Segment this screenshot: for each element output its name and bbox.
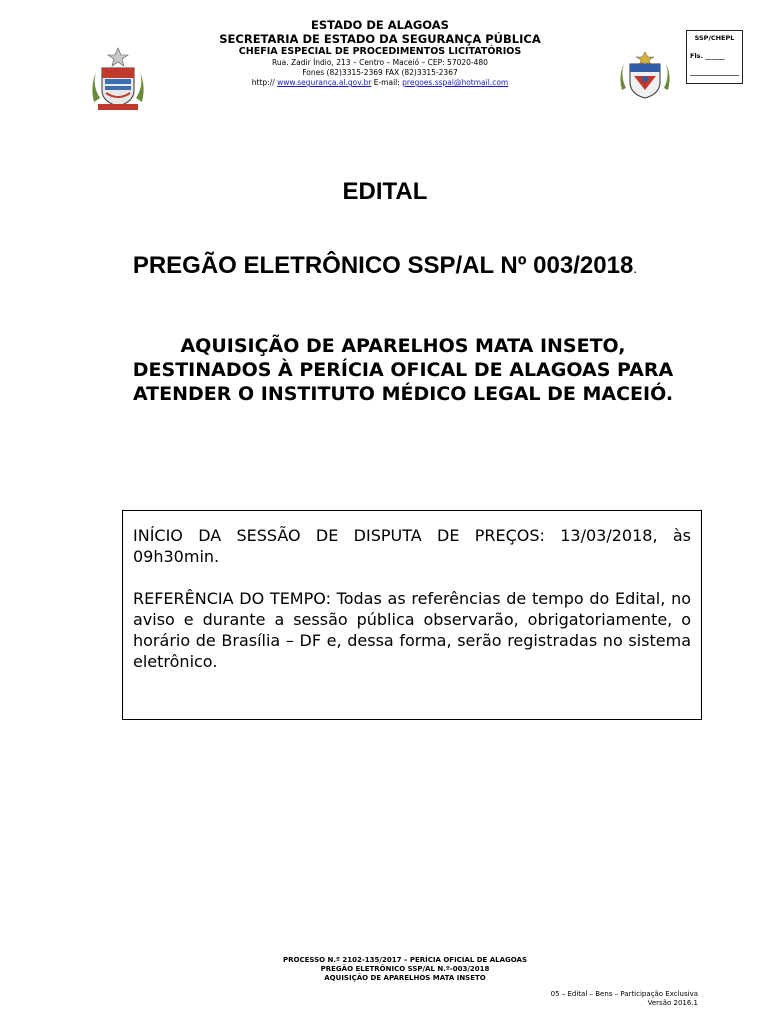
footer-subject: AQUISIÇÃO DE APARELHOS MATA INSETO: [324, 974, 486, 982]
document-title: EDITAL: [342, 178, 428, 205]
stamp-title: SSP/CHEPL: [694, 34, 735, 42]
page-footer: [250, 956, 560, 983]
state-name: ESTADO DE ALAGOAS: [311, 18, 449, 32]
footer-pregao: PREGÃO ELETRÔNICO SSP/AL N.º-003/2018: [320, 965, 490, 973]
footer-doc-type: 05 – Edital – Bens – Participação Exclusiva: [550, 990, 698, 998]
pregao-number: PREGÃO ELETRÔNICO SSP/AL Nº 003/2018: [132, 252, 634, 279]
document-subject: AQUISIÇÃO DE APARELHOS MATA INSETO, DESTINADOS À PERÍCIA OFICAL DE ALAGOAS PARA ATENDER O INSTITUTO MÉDICO LEGAL DE MACEIÓ.: [132, 335, 674, 405]
session-start-text: INÍCIO DA SESSÃO DE DISPUTA DE PREÇOS: 13/03/2018, às 09h30min.: [133, 526, 691, 566]
email-link[interactable]: pregoes.sspal@hotmail.com: [402, 78, 509, 87]
pregao-title: [0, 252, 770, 280]
page-stamp-box: [686, 30, 743, 84]
address: Rua. Zadir Índio, 213 – Centro – Maceió – CEP: 57020-480: [272, 58, 488, 67]
footer-process: PROCESSO N.º 2102-135/2017 – PERÍCIA OFICIAL DE ALAGOAS: [282, 956, 528, 964]
website-link[interactable]: www.segurança.al.gov.br: [277, 78, 372, 87]
web-prefix: http://: [251, 78, 275, 87]
phones: Fones (82)3315-2369 FAX (82)3315-2367: [302, 68, 458, 77]
letterhead: [150, 18, 610, 88]
pregao-dot: .: [633, 260, 638, 276]
email-label: E-mail:: [373, 78, 400, 87]
contact-line: [150, 78, 610, 88]
stamp-signature-line: [690, 75, 739, 76]
department-name: CHEFIA ESPECIAL DE PROCEDIMENTOS LICITATÓRIOS: [238, 46, 522, 57]
session-notice-box: [122, 510, 702, 720]
police-emblem-icon: [620, 50, 670, 100]
footer-version-block: [551, 990, 698, 1008]
stamp-page-number: Fls. ______: [690, 52, 725, 60]
time-reference-text: REFERÊNCIA DO TEMPO: Todas as referências de tempo do Edital, no aviso e durante a sessão pública observarão, obrigatoriamente, o horário de Brasília – DF e, dessa forma, serão registradas no sistema eletrônico.: [133, 589, 691, 671]
alagoas-coat-of-arms-icon: [90, 46, 146, 112]
secretariat-name: SECRETARIA DE ESTADO DA SEGURANÇA PÚBLICA: [219, 32, 541, 46]
footer-version: Versão 2016.1: [647, 999, 698, 1007]
